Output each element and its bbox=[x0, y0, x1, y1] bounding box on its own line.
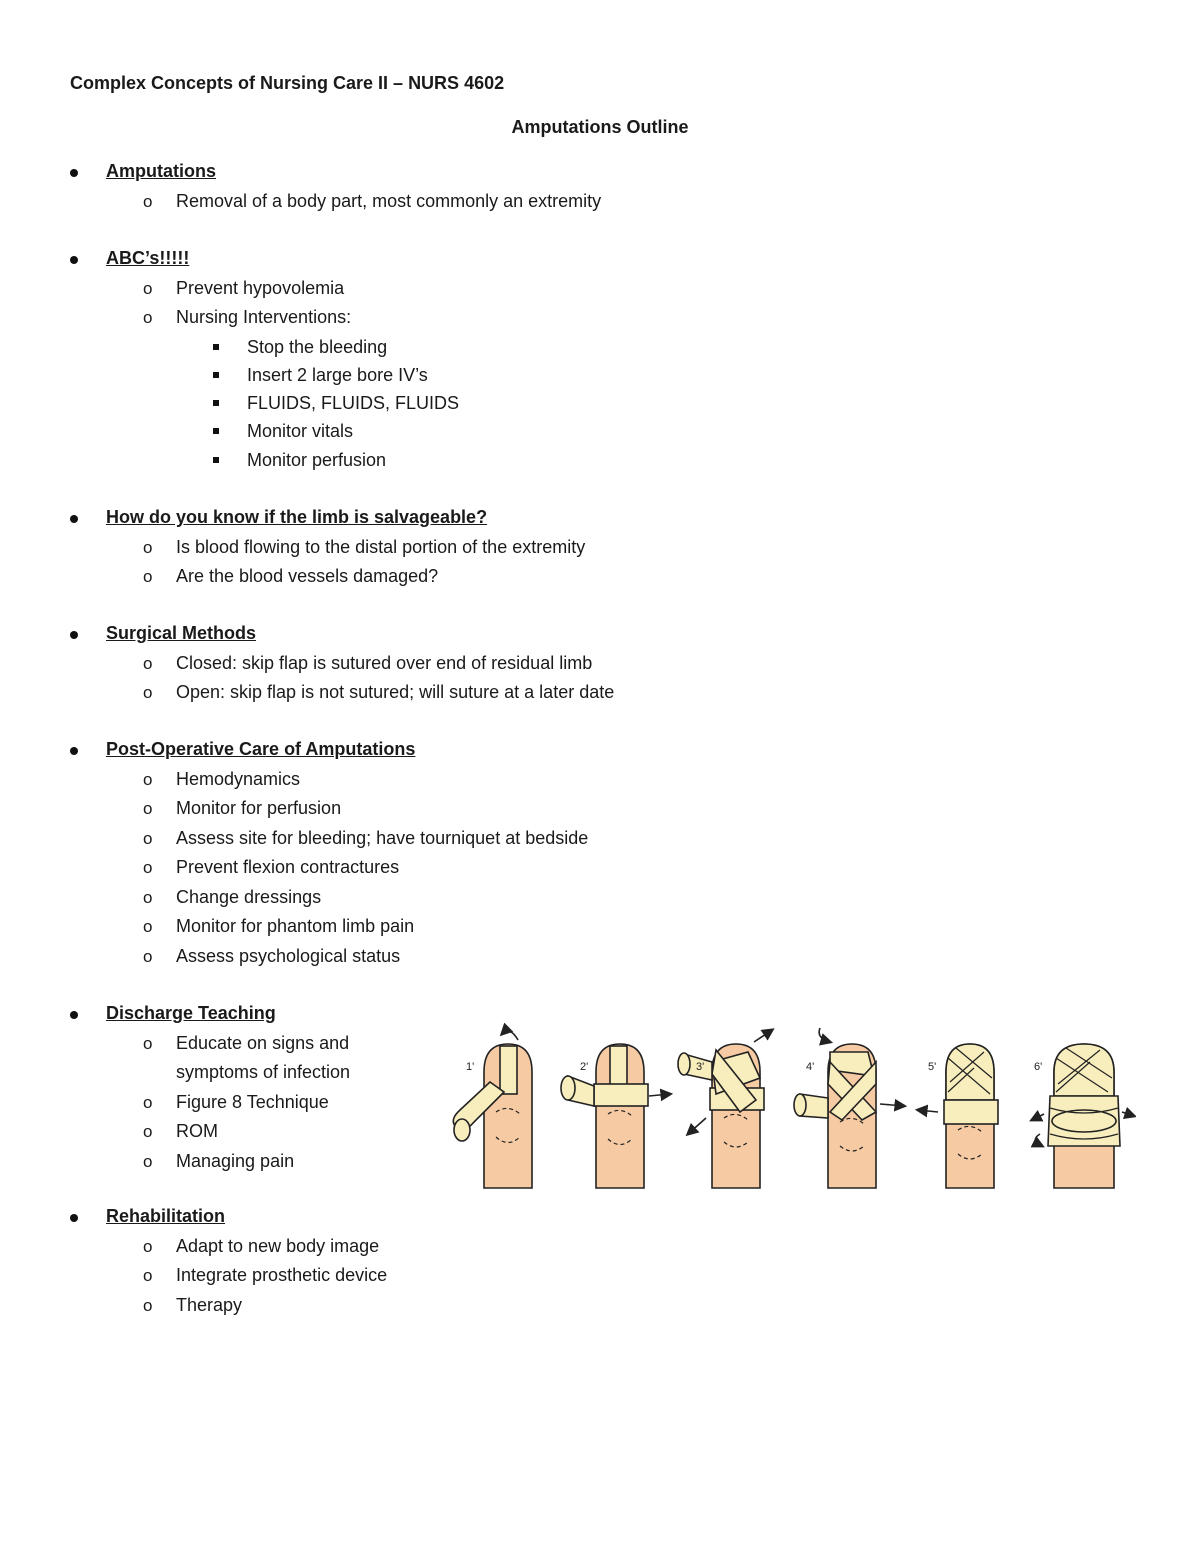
bullet-dot bbox=[70, 631, 78, 639]
bandage-step-5 bbox=[918, 1044, 998, 1188]
sub-list-item: Monitor vitals bbox=[247, 421, 354, 442]
bullet-circle: o bbox=[143, 799, 153, 818]
bullet-dot bbox=[70, 747, 78, 755]
list-item: Therapy bbox=[176, 1294, 243, 1315]
bullet-circle: o bbox=[143, 191, 153, 211]
bullet-square bbox=[213, 344, 219, 350]
bullet-square bbox=[213, 400, 219, 406]
list-item-continued: symptoms of infection bbox=[176, 1062, 351, 1082]
section-abcs bbox=[0, 244, 1200, 474]
bullet-circle: o bbox=[143, 567, 153, 586]
list-item: Monitor for phantom limb pain bbox=[176, 916, 415, 936]
bullet-dot bbox=[70, 1011, 78, 1019]
sub-list-item: Monitor perfusion bbox=[247, 449, 387, 470]
bullet-circle: o bbox=[143, 308, 153, 327]
list-item: ROM bbox=[176, 1121, 218, 1141]
section-rehabilitation bbox=[0, 1202, 1200, 1320]
list-item: Prevent flexion contractures bbox=[176, 857, 400, 877]
bullet-circle: o bbox=[143, 537, 153, 557]
sub-list-item: Insert 2 large bore IV’s bbox=[247, 364, 428, 385]
section-post-op-care bbox=[0, 735, 1200, 971]
bandage-step-1 bbox=[453, 1031, 532, 1188]
sub-list-item: FLUIDS, FLUIDS, FLUIDS bbox=[247, 393, 460, 414]
bullet-dot bbox=[70, 1214, 78, 1222]
bullet-circle: o bbox=[143, 887, 153, 907]
list-item: Educate on signs and bbox=[176, 1032, 350, 1053]
bullet-circle: o bbox=[143, 769, 153, 789]
list-item: Nursing Interventions: bbox=[176, 307, 352, 327]
list-item: Are the blood vessels damaged? bbox=[176, 566, 439, 586]
bandage-step-3 bbox=[678, 1030, 772, 1188]
bullet-square bbox=[213, 372, 219, 378]
step-label: 5' bbox=[928, 1061, 937, 1073]
section-heading: Rehabilitation bbox=[106, 1206, 226, 1226]
step-label: 4' bbox=[806, 1061, 815, 1073]
bullet-circle: o bbox=[143, 1266, 153, 1285]
list-item: Assess psychological status bbox=[176, 945, 401, 966]
bullet-dot bbox=[70, 169, 78, 177]
bullet-circle: o bbox=[143, 1122, 153, 1141]
section-salvageable bbox=[0, 503, 1200, 592]
sub-list-item: Stop the bleeding bbox=[247, 336, 388, 357]
bandage-step-2 bbox=[561, 1044, 670, 1188]
section-surgical-methods bbox=[0, 619, 1200, 708]
bullet-dot bbox=[70, 515, 78, 523]
list-item: Integrate prosthetic device bbox=[176, 1265, 388, 1285]
section-heading: ABC’s!!!!! bbox=[106, 248, 190, 268]
bullet-circle: o bbox=[143, 946, 153, 966]
course-title: Complex Concepts of Nursing Care II – NURS 4602 bbox=[70, 73, 505, 93]
bullet-circle: o bbox=[143, 1295, 153, 1315]
list-item: Assess site for bleeding; have tourniquet at bedside bbox=[176, 827, 589, 848]
section-heading: Post-Operative Care of Amputations bbox=[106, 739, 416, 759]
bullet-dot bbox=[70, 256, 78, 264]
section-heading: Discharge Teaching bbox=[106, 1003, 276, 1023]
list-item: Adapt to new body image bbox=[176, 1235, 380, 1256]
list-item: Managing pain bbox=[176, 1150, 295, 1171]
bullet-circle: o bbox=[143, 278, 153, 298]
list-item: Closed: skip flap is sutured over end of residual limb bbox=[176, 652, 593, 673]
list-item: Open: skip flap is not sutured; will suture at a later date bbox=[176, 682, 615, 702]
figure-8-bandage-illustration bbox=[444, 1022, 1136, 1192]
step-label: 1' bbox=[466, 1061, 475, 1073]
section-heading: Surgical Methods bbox=[106, 623, 257, 643]
bullet-circle: o bbox=[143, 683, 153, 702]
list-item: Prevent hypovolemia bbox=[176, 277, 345, 298]
bandage-step-6 bbox=[1032, 1044, 1134, 1188]
step-label: 2' bbox=[580, 1061, 589, 1073]
list-item: Monitor for perfusion bbox=[176, 798, 342, 818]
bullet-circle: o bbox=[143, 1033, 153, 1053]
bullet-circle: o bbox=[143, 1151, 153, 1171]
bullet-square bbox=[213, 428, 219, 434]
bullet-circle: o bbox=[143, 828, 153, 848]
section-amputations bbox=[0, 157, 1200, 216]
bullet-circle: o bbox=[143, 858, 153, 877]
section-heading: Amputations bbox=[106, 161, 216, 181]
bullet-circle: o bbox=[143, 917, 153, 936]
bullet-circle: o bbox=[143, 1092, 153, 1112]
section-heading: How do you know if the limb is salvageable? bbox=[106, 507, 488, 527]
list-item: Removal of a body part, most commonly an extremity bbox=[176, 190, 602, 211]
list-item: Change dressings bbox=[176, 886, 322, 907]
list-item: Is blood flowing to the distal portion of the extremity bbox=[176, 536, 586, 557]
bullet-square bbox=[213, 457, 219, 463]
bullet-circle: o bbox=[143, 653, 153, 673]
step-label: 6' bbox=[1034, 1061, 1043, 1073]
step-label: 3' bbox=[696, 1061, 705, 1073]
list-item: Hemodynamics bbox=[176, 768, 301, 789]
bandage-step-4 bbox=[794, 1028, 904, 1188]
bullet-circle: o bbox=[143, 1236, 153, 1256]
list-item: Figure 8 Technique bbox=[176, 1091, 329, 1112]
page-title: Amputations Outline bbox=[511, 117, 689, 137]
